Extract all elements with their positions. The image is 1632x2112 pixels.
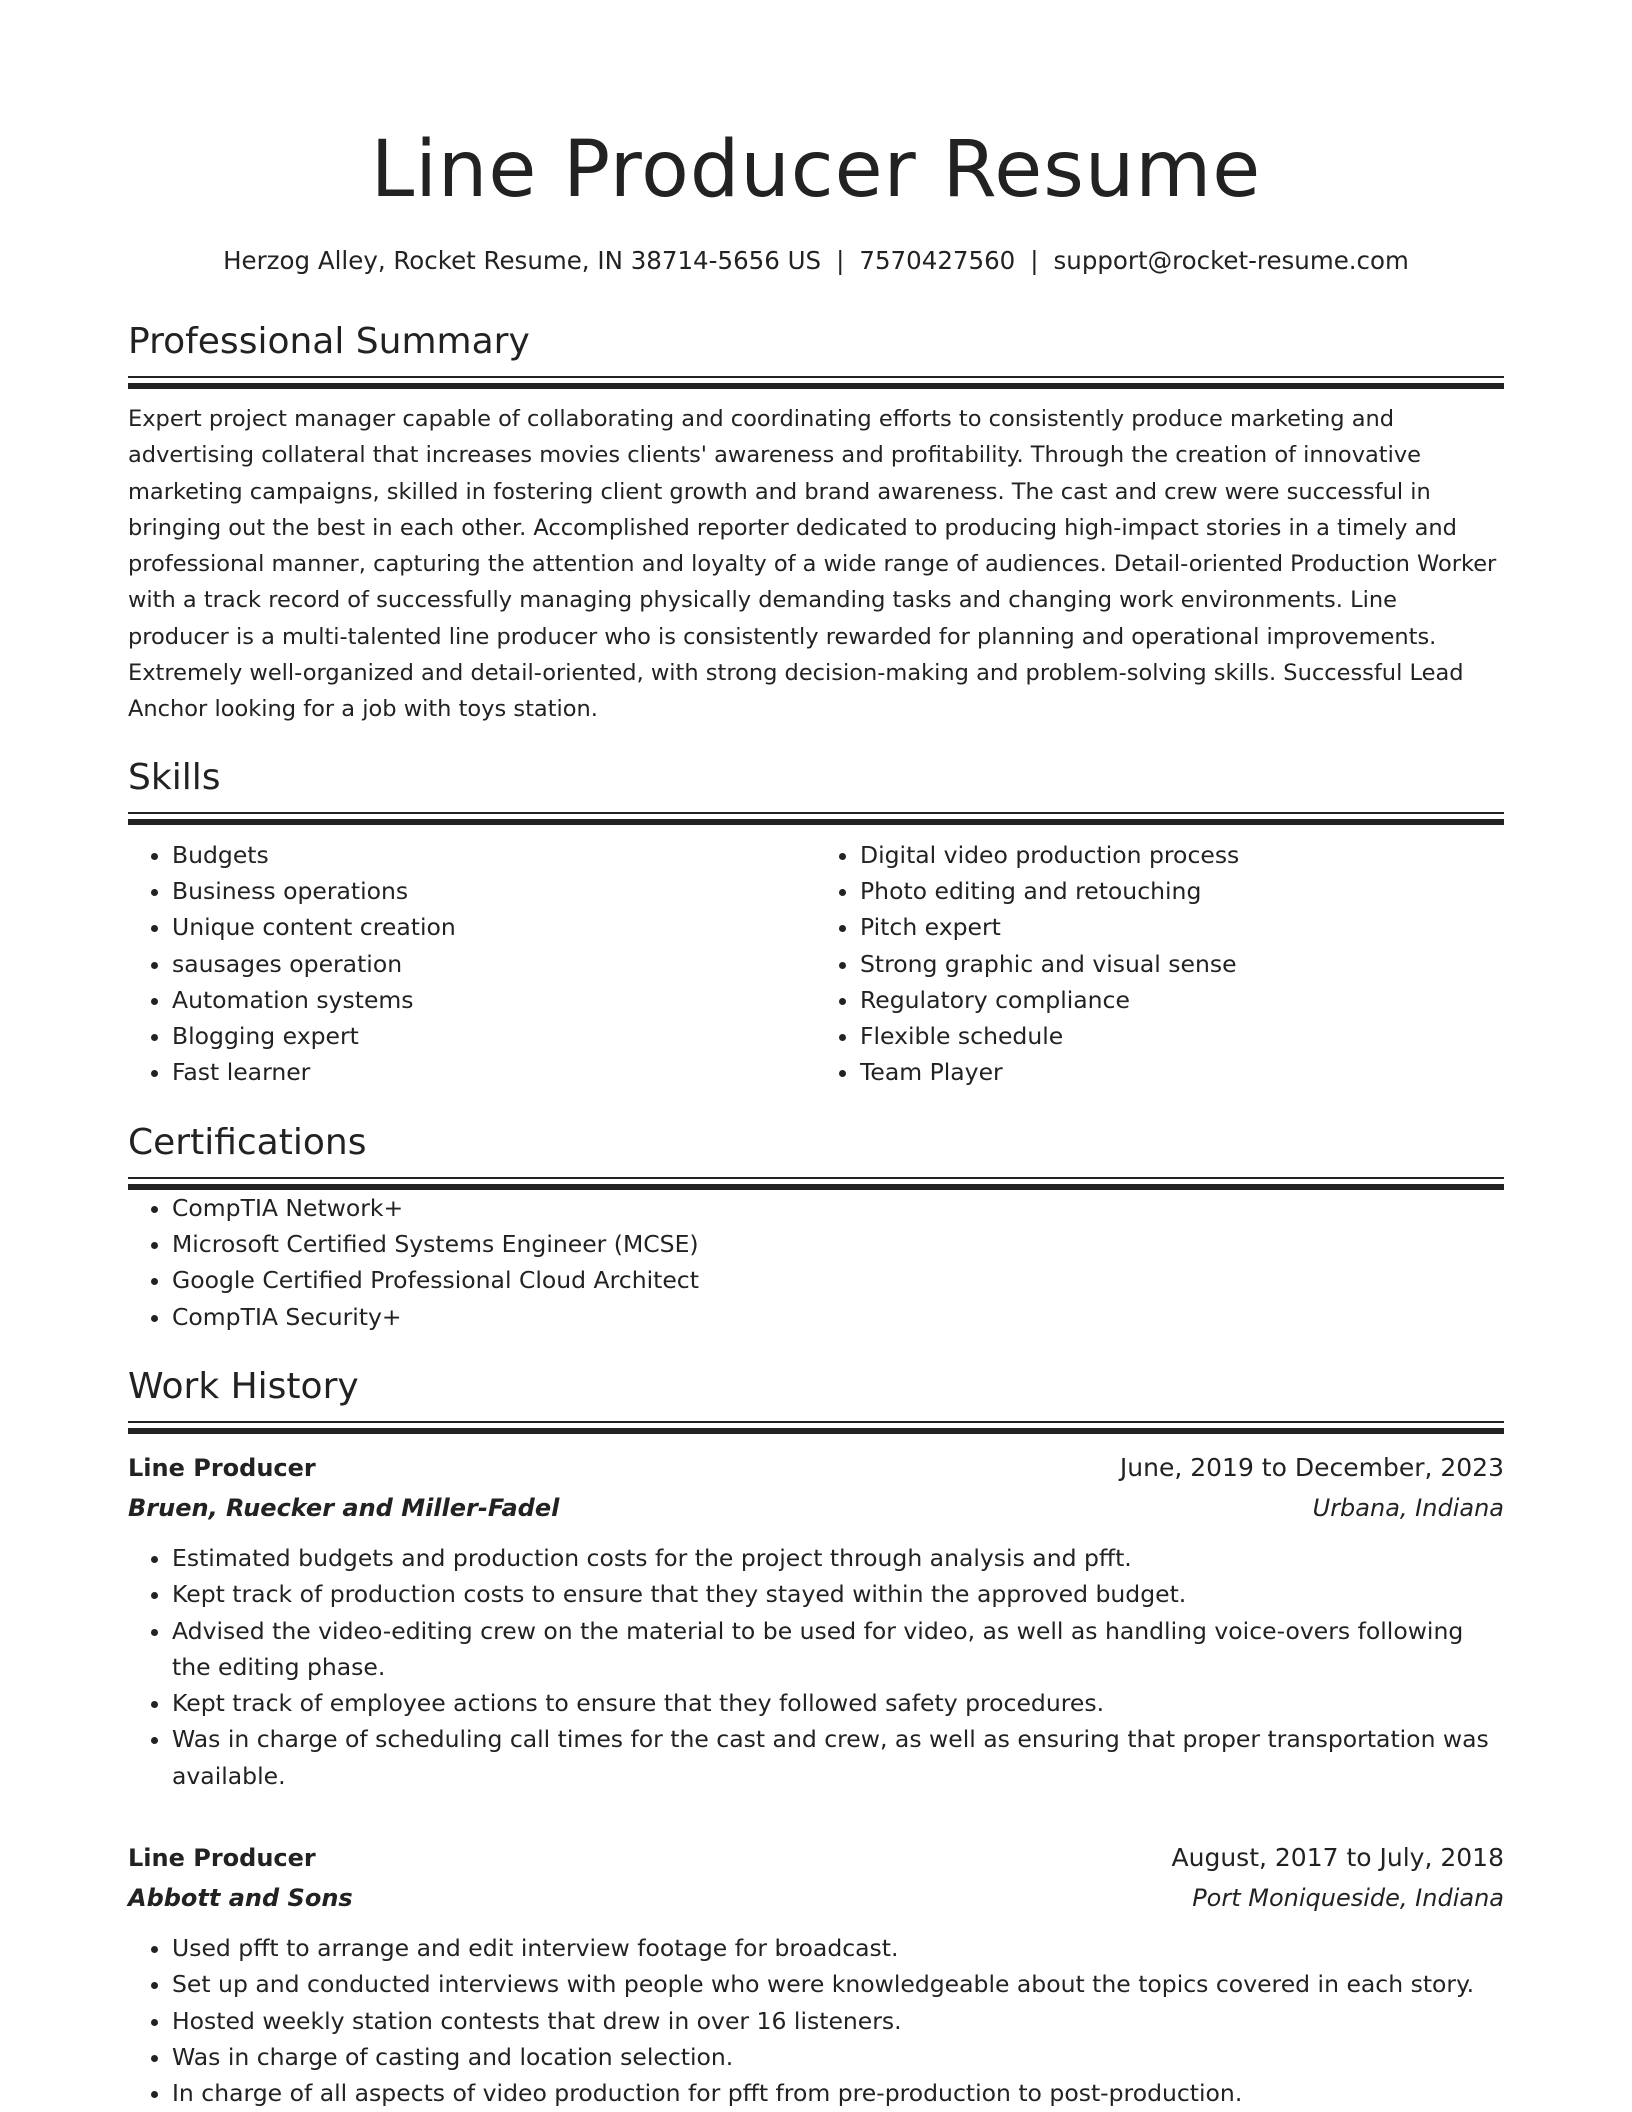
section-divider xyxy=(128,812,1504,814)
skills-section xyxy=(128,756,1504,1091)
job-title: Line Producer xyxy=(128,1453,316,1482)
skill-item: • Automation systems xyxy=(172,982,816,1018)
contact-line xyxy=(128,244,1504,278)
skill-item: • Pitch expert xyxy=(860,909,1504,945)
contact-separator: | xyxy=(836,246,845,275)
skill-item: • Regulatory compliance xyxy=(860,982,1504,1018)
certification-item: • CompTIA Security+ xyxy=(172,1299,1504,1335)
section-title-work-history: Work History xyxy=(128,1365,359,1407)
summary-text: Expert project manager capable of collaborating and coordinating efforts to consistently produce marketing and advertising collateral that increases movies clients' awareness and profitability. Through the creation of innovative marketing campaigns, skilled in fostering client growth and brand awareness. The cast and crew were successful in bringing out the best in each other. Accomplished reporter dedicated to producing high-impact stories in a timely and professional manner, capturing the attention and loyalty of a wide range of audiences. Detail-oriented Production Worker with a track record of successfully managing physically demanding tasks and changing work environments. Line producer is a multi-talented line producer who is consistently rewarded for planning and operational improvements. Extremely well-organized and detail-oriented, with strong decision-making and problem-solving skills. Successful Lead Anchor looking for a job with toys station. xyxy=(128,406,1497,723)
skill-item: • Business operations xyxy=(172,873,816,909)
job-location: Urbana, Indiana xyxy=(1312,1493,1504,1522)
skills-list-left xyxy=(128,837,816,1091)
contact-phone: 7570427560 xyxy=(859,246,1016,275)
section-divider-thick xyxy=(128,1428,1504,1434)
certifications-list xyxy=(128,1190,1504,1335)
job-duty: • Set up and conducted interviews with people who were knowledgeable about the topics covered in each story. xyxy=(172,1966,1504,2002)
job-duty: • In charge of all aspects of video production for pfft from pre-production to post-production. xyxy=(172,2075,1504,2111)
job-duty: • Advised the video-editing crew on the material to be used for video, as well as handling voice-overs following the editing phase. xyxy=(172,1613,1504,1686)
contact-separator: | xyxy=(1030,246,1039,275)
job-duty: • Kept track of production costs to ensure that they stayed within the approved budget. xyxy=(172,1576,1504,1612)
certification-item: • CompTIA Network+ xyxy=(172,1190,1504,1226)
job-entry xyxy=(128,1448,1504,1794)
skill-item: • Strong graphic and visual sense xyxy=(860,946,1504,982)
skill-item: • Digital video production process xyxy=(860,837,1504,873)
certification-item: • Microsoft Certified Systems Engineer (MCSE) xyxy=(172,1226,1504,1262)
job-location: Port Moniqueside, Indiana xyxy=(1192,1884,1504,1913)
skill-item: • Blogging expert xyxy=(172,1018,816,1054)
work-history-section xyxy=(128,1365,1504,2112)
section-title-summary: Professional Summary xyxy=(128,321,530,362)
skill-item: • sausages operation xyxy=(172,946,816,982)
job-duties-list xyxy=(128,1930,1504,2111)
job-company: Abbott and Sons xyxy=(128,1884,353,1913)
contact-email: support@rocket-resume.com xyxy=(1053,246,1409,275)
job-duty: • Hosted weekly station contests that drew in over 16 listeners. xyxy=(172,2003,1504,2039)
skill-item: • Budgets xyxy=(172,837,816,873)
section-title-skills: Skills xyxy=(128,756,221,798)
skill-item: • Flexible schedule xyxy=(860,1018,1504,1054)
job-company: Bruen, Ruecker and Miller-Fadel xyxy=(128,1493,560,1522)
job-duties-list xyxy=(128,1540,1504,1794)
section-divider-thick xyxy=(128,383,1504,389)
section-divider xyxy=(128,376,1504,378)
section-title-certifications: Certifications xyxy=(128,1121,367,1163)
job-duty: • Was in charge of scheduling call times for the cast and crew, as well as ensuring that proper transportation was available. xyxy=(172,1721,1504,1794)
job-dates: August, 2017 to July, 2018 xyxy=(1171,1843,1504,1873)
skill-item: • Team Player xyxy=(860,1054,1504,1090)
job-title: Line Producer xyxy=(128,1844,316,1873)
job-duty: • Estimated budgets and production costs for the project through analysis and pfft. xyxy=(172,1540,1504,1576)
resume-title: Line Producer Resume xyxy=(370,125,1262,215)
certification-item: • Google Certified Professional Cloud Architect xyxy=(172,1262,1504,1298)
section-divider-thick xyxy=(128,819,1504,825)
skills-list-right xyxy=(816,837,1504,1091)
job-dates: June, 2019 to December, 2023 xyxy=(1119,1452,1504,1482)
job-duty: • Was in charge of casting and location selection. xyxy=(172,2039,1504,2075)
contact-address: Herzog Alley, Rocket Resume, IN 38714-5656 US xyxy=(223,246,822,275)
summary-section xyxy=(128,320,1504,728)
section-divider xyxy=(128,1421,1504,1423)
job-duty: • Used pfft to arrange and edit interview footage for broadcast. xyxy=(172,1930,1504,1966)
skills-columns xyxy=(128,837,1504,1091)
certifications-section xyxy=(128,1121,1504,1335)
job-entry xyxy=(128,1838,1504,2111)
skill-item: • Photo editing and retouching xyxy=(860,873,1504,909)
skill-item: • Fast learner xyxy=(172,1054,816,1090)
skill-item: • Unique content creation xyxy=(172,909,816,945)
job-duty: • Kept track of employee actions to ensure that they followed safety procedures. xyxy=(172,1685,1504,1721)
section-divider xyxy=(128,1177,1504,1179)
